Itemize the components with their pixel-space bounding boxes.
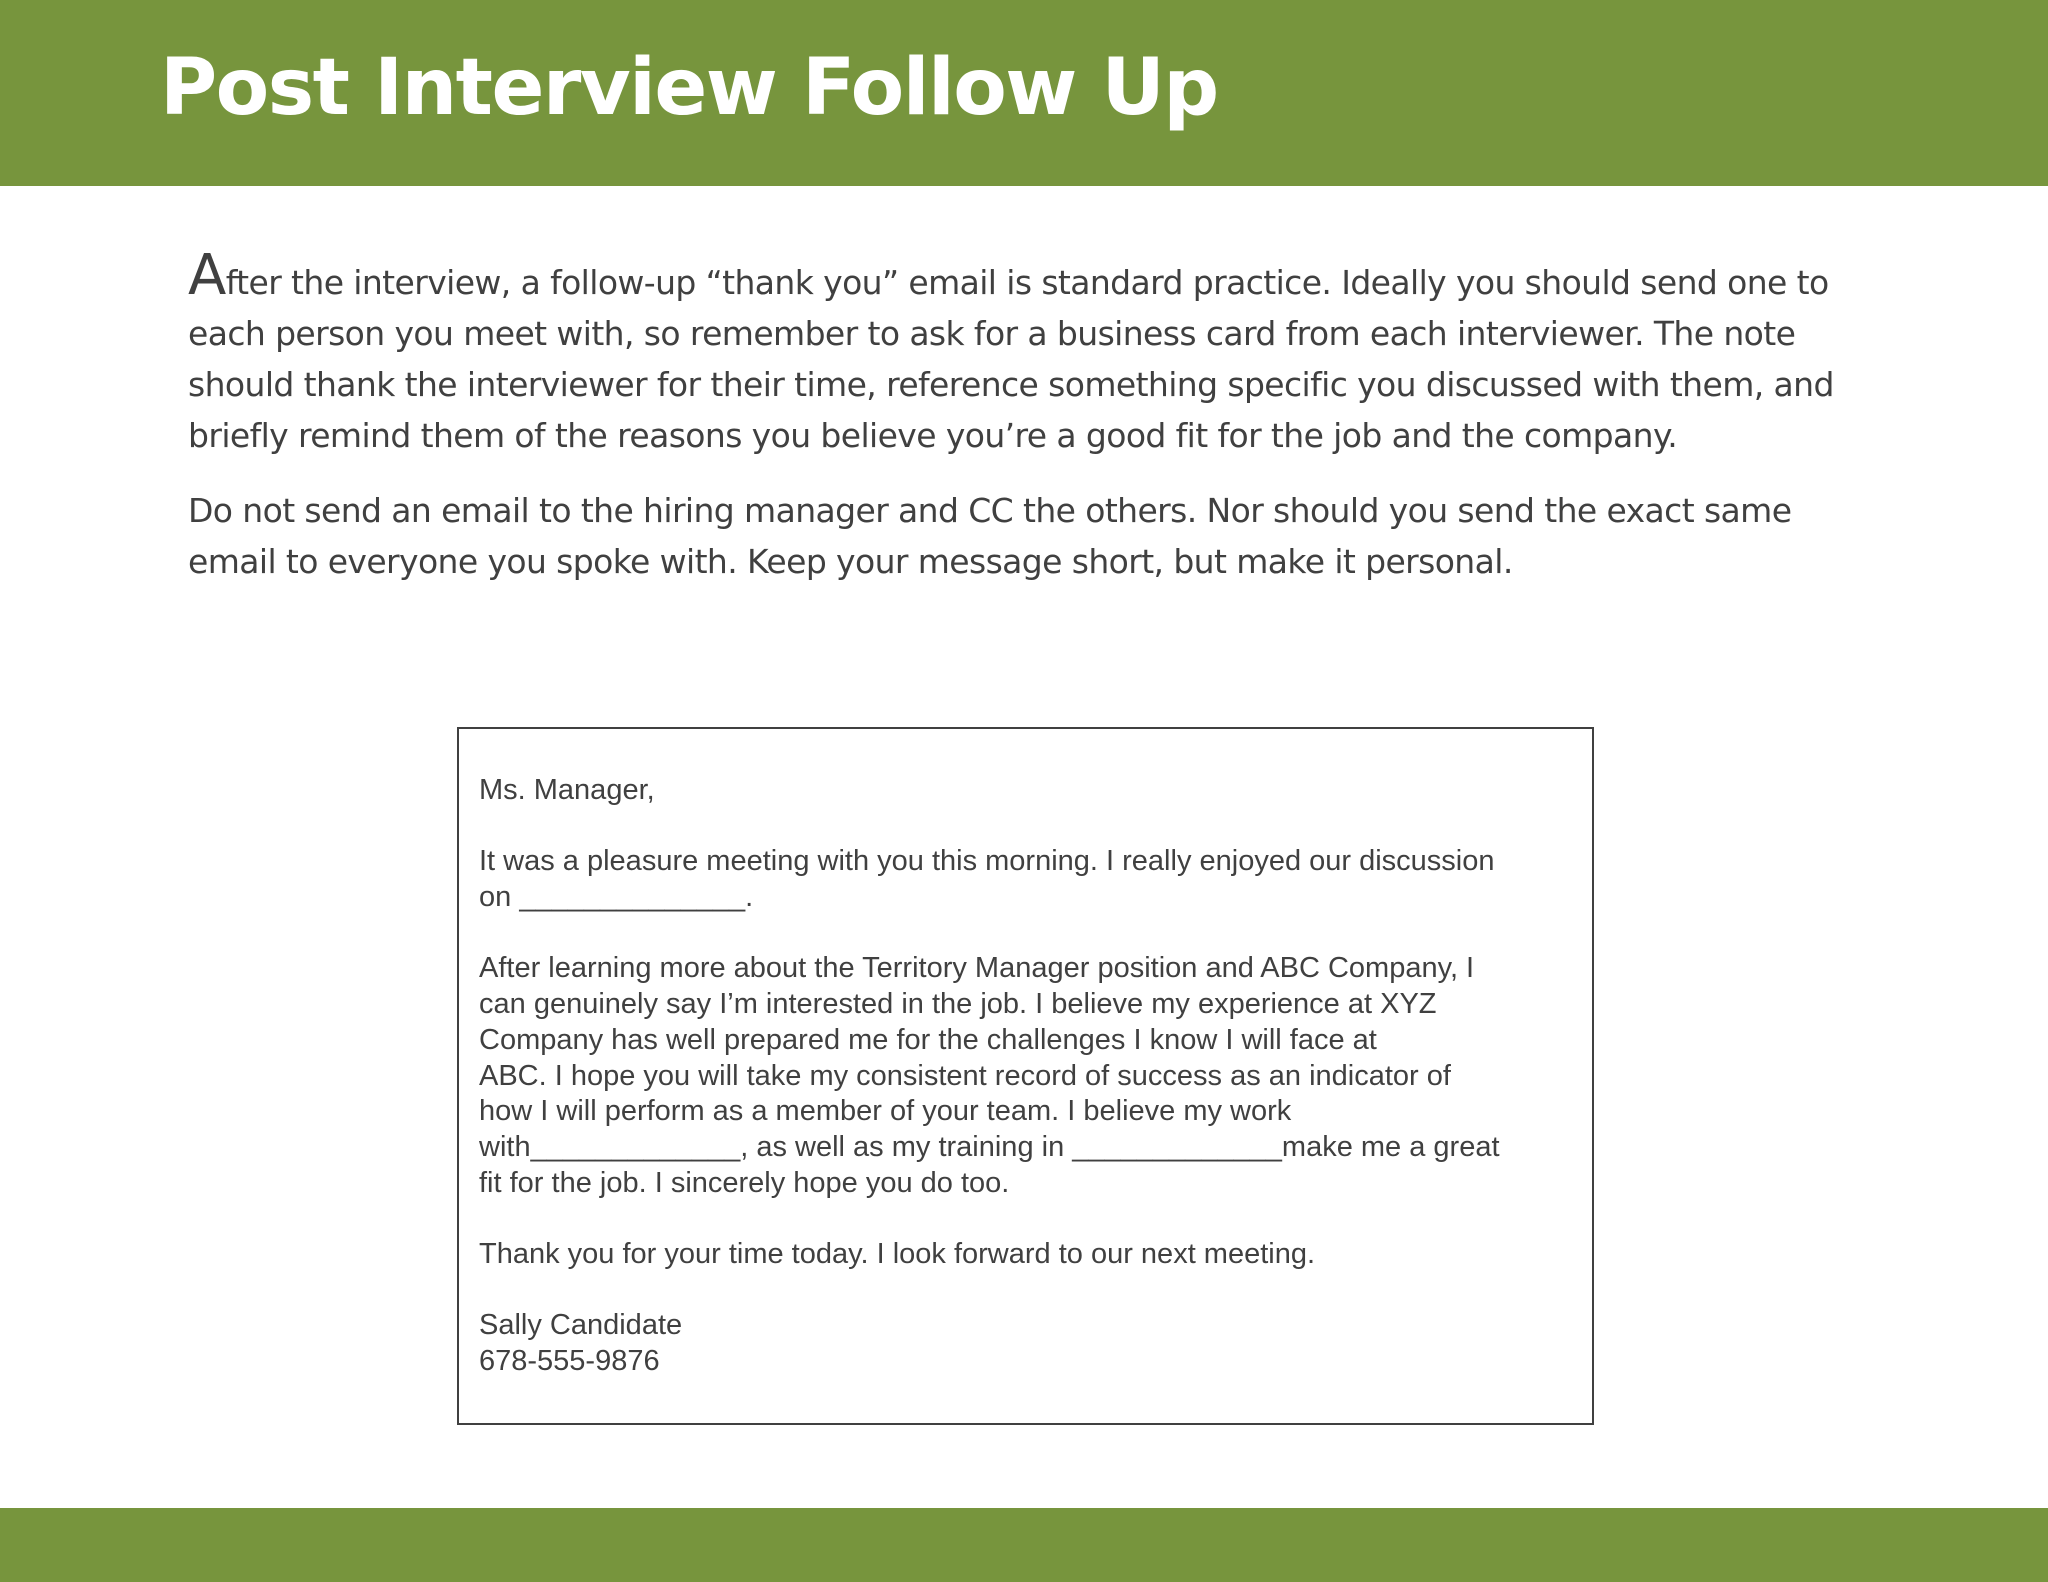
letter-closing: Thank you for your time today. I look forward to our next meeting.: [479, 1238, 1316, 1271]
letter-line: how I will perform as a member of your team. I believe my work: [479, 1095, 1292, 1128]
letter-line: on ______________.: [479, 881, 754, 914]
letter-line: can genuinely say I’m interested in the job. I believe my experience at XYZ: [479, 988, 1437, 1021]
drop-cap: A: [188, 243, 226, 308]
letter-salutation: Ms. Manager,: [479, 774, 655, 806]
signature-phone: 678-555-9876: [479, 1345, 660, 1378]
intro-paragraph-1-text: fter the interview, a follow-up “thank you” email is standard practice. Ideally you should send one to each person you meet with, so remember to ask for a business card from each interviewer. The note should thank the interviewer for their time, reference something specific you discussed with them, and briefly remind them of the reasons you believe you’re a good fit for the job and the company.: [188, 263, 1834, 455]
letter-paragraph-1: [479, 844, 1572, 915]
signature-name: Sally Candidate: [479, 1309, 683, 1342]
letter-line: It was a pleasure meeting with you this morning. I really enjoyed our discussion: [479, 845, 1495, 878]
letter-line: After learning more about the Territory Manager position and ABC Company, I: [479, 952, 1475, 985]
intro-paragraph-2: Do not send an email to the hiring manager and CC the others. Nor should you send the exact same email to everyone you spoke with. Keep your message short, but make it personal.: [188, 491, 1792, 581]
header-band: [0, 0, 2048, 186]
intro-text: [188, 243, 1868, 587]
letter-signature: [479, 1308, 1572, 1379]
letter-line: ABC. I hope you will take my consistent record of success as an indicator of: [479, 1059, 1451, 1092]
page-title: Post Interview Follow Up: [160, 43, 1218, 133]
letter-line: with_____________, as well as my training in _____________make me a great: [479, 1131, 1500, 1163]
sample-email-box: [457, 727, 1594, 1425]
letter-paragraph-2: [479, 951, 1572, 1201]
letter-line: Company has well prepared me for the challenges I know I will face at: [479, 1023, 1377, 1056]
letter-line: fit for the job. I sincerely hope you do too.: [479, 1166, 1010, 1199]
intro-paragraph-1: [188, 243, 1868, 461]
footer-band: [0, 1508, 2048, 1582]
